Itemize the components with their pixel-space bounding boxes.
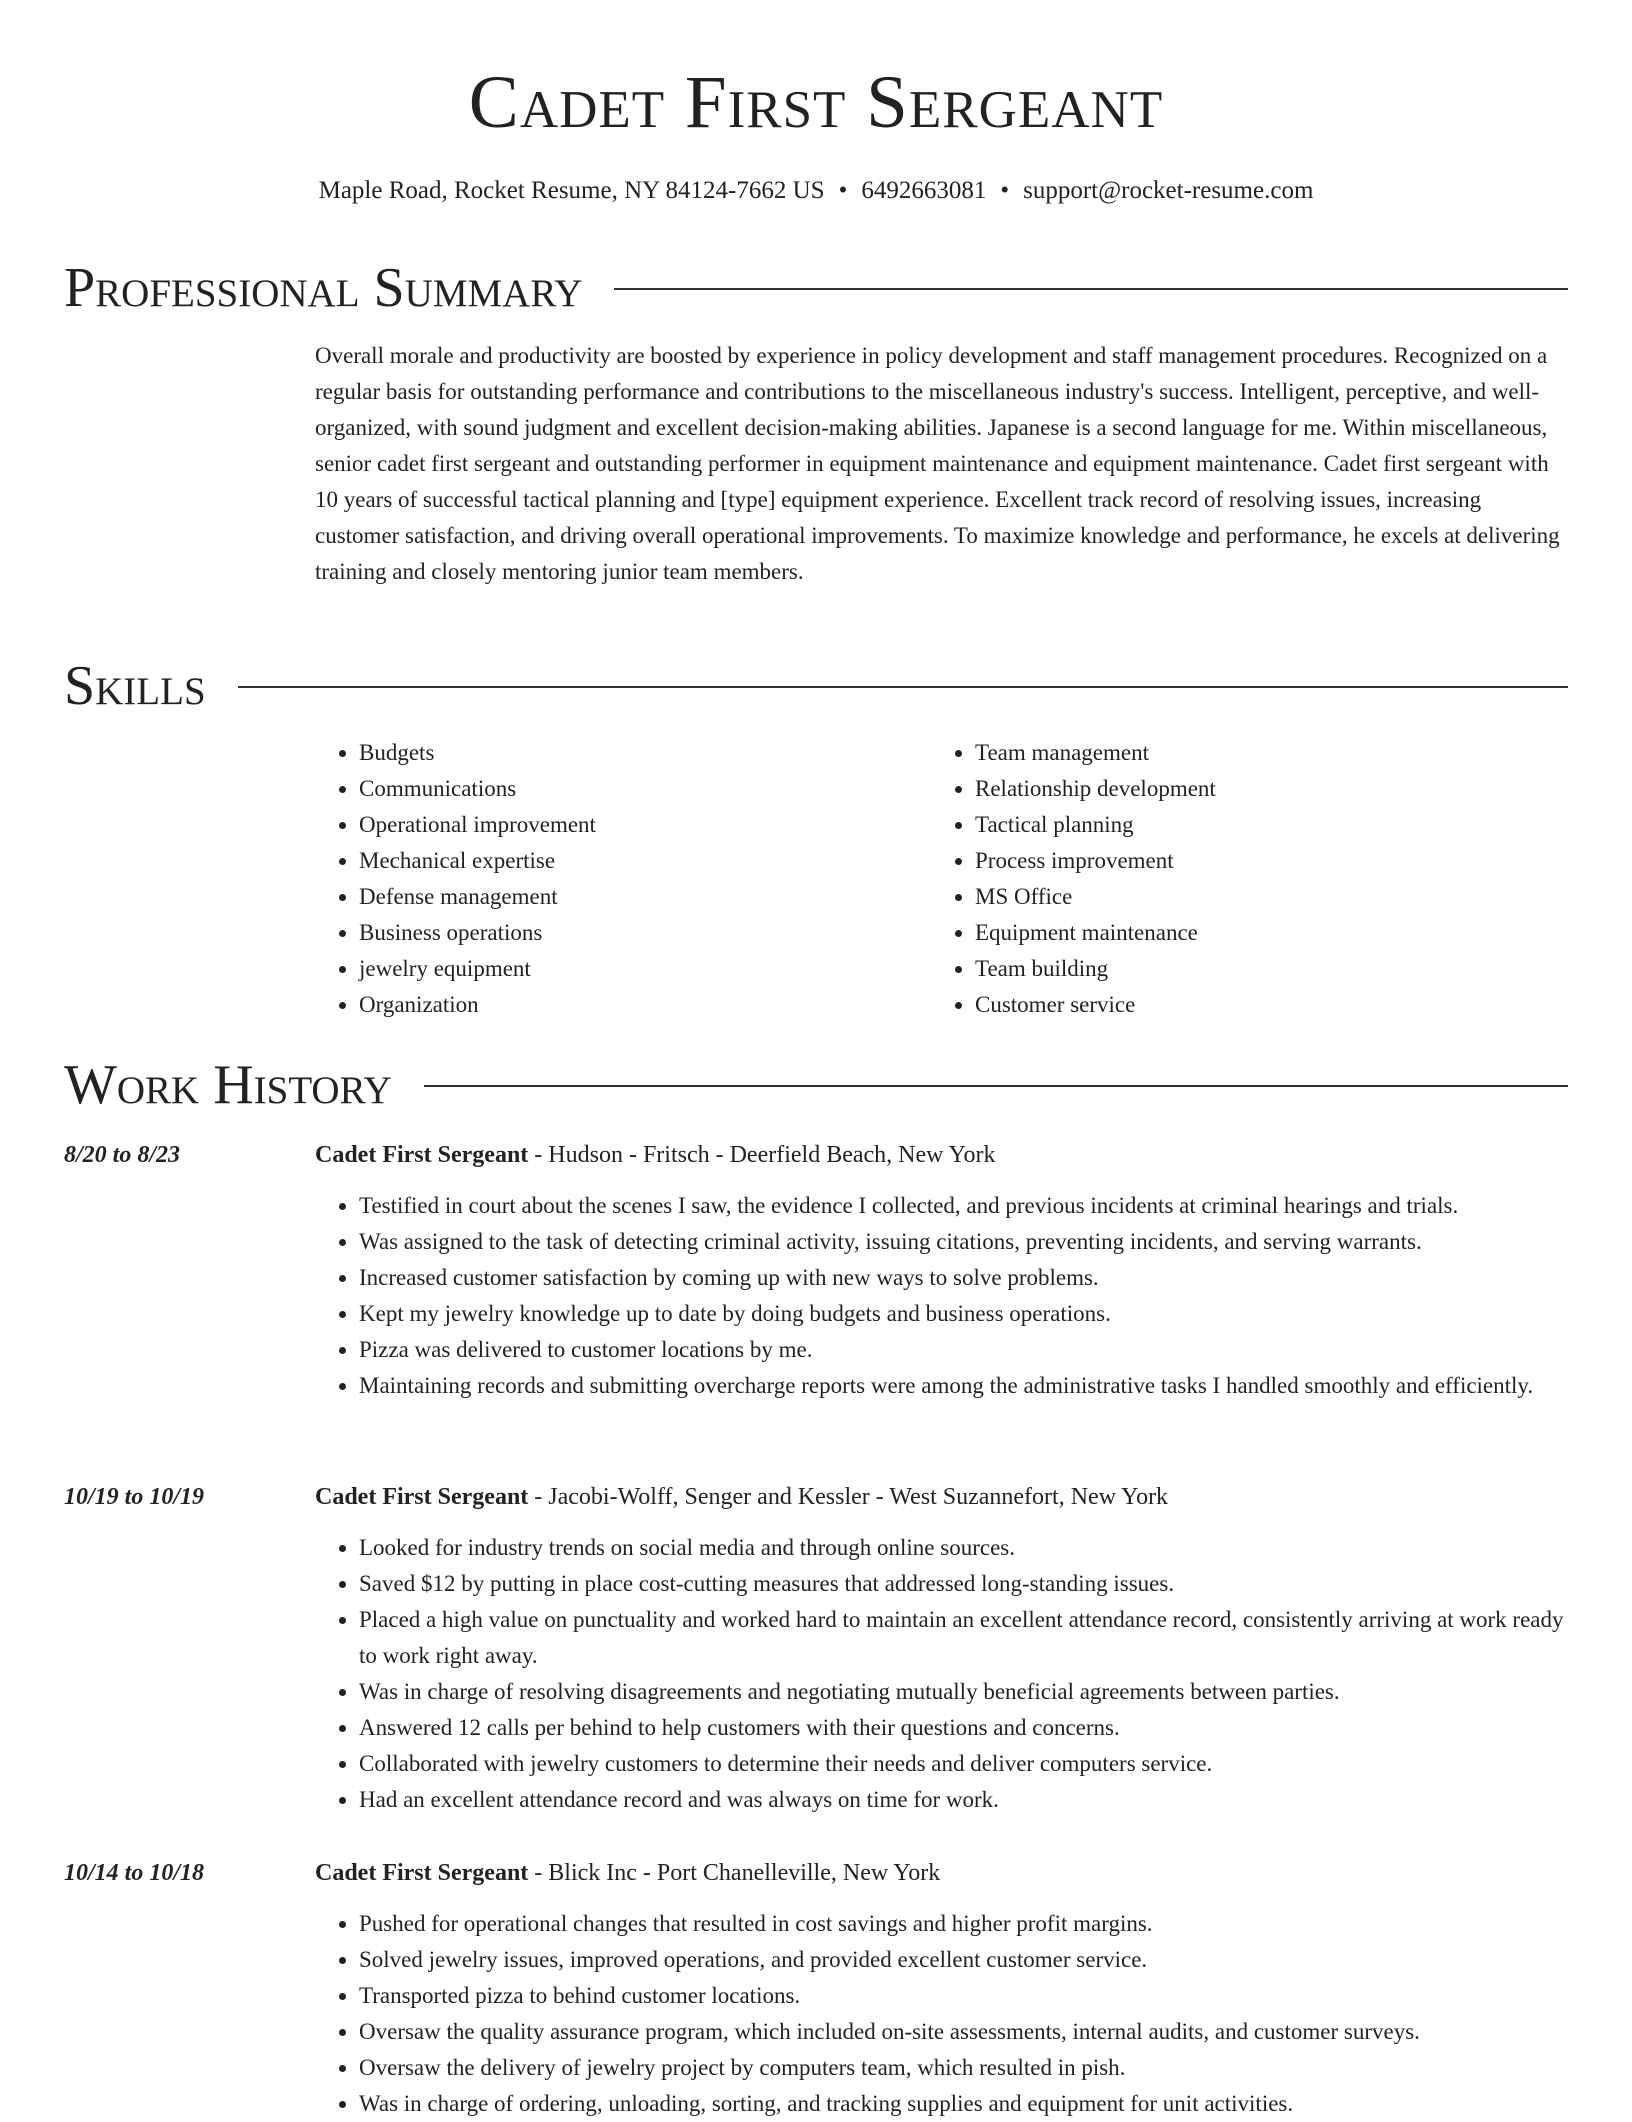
contact-separator: • — [1000, 177, 1010, 204]
job-duty: • Was in charge of ordering, unloading, sorting, and tracking supplies and equipment for unit activities. — [359, 2086, 1570, 2122]
skill-item: • jewelry equipment — [359, 951, 931, 987]
job-duty: • Was in charge of resolving disagreements and negotiating mutually beneficial agreements between parties. — [359, 1674, 1570, 1710]
job-dates: 8/20 to 8/23 — [64, 1142, 181, 1168]
job-duty: • Placed a high value on punctuality and worked hard to maintain an excellent attendance record, consistently arriving at work ready to work right away. — [359, 1602, 1570, 1674]
work-section-header — [64, 1053, 1568, 1117]
skill-item: • Mechanical expertise — [359, 843, 931, 879]
job-heading — [315, 1856, 1570, 1890]
contact-line — [0, 174, 1632, 208]
contact-email: support@rocket-resume.com — [1023, 177, 1314, 204]
job-title: Cadet First Sergeant — [315, 1142, 529, 1168]
skills-column-left — [315, 735, 931, 1023]
skill-item: • Customer service — [975, 987, 1547, 1023]
skill-item: • Process improvement — [975, 843, 1547, 879]
job-duties — [315, 1188, 1570, 1404]
job-duty: • Answered 12 calls per behind to help customers with their questions and concerns. — [359, 1710, 1570, 1746]
job-duty: • Saved $12 by putting in place cost-cutting measures that addressed long-standing issues. — [359, 1566, 1570, 1602]
job-duty: • Transported pizza to behind customer locations. — [359, 1978, 1570, 2014]
skill-item: • Tactical planning — [975, 807, 1547, 843]
job-duty: • Collaborated with jewelry customers to determine their needs and deliver computers service. — [359, 1746, 1570, 1782]
job-duty: • Oversaw the delivery of jewelry project by computers team, which resulted in pish. — [359, 2050, 1570, 2086]
skill-item: • Organization — [359, 987, 931, 1023]
skill-item: • Relationship development — [975, 771, 1547, 807]
job-duty: • Pizza was delivered to customer locations by me. — [359, 1332, 1570, 1368]
job-duty: • Increased customer satisfaction by coming up with new ways to solve problems. — [359, 1260, 1570, 1296]
skills-section-header — [64, 654, 1568, 718]
job-dates: 10/14 to 10/18 — [64, 1860, 205, 1886]
summary-text: Overall morale and productivity are boosted by experience in policy development and staff management procedures. Recognized on a regular basis for outstanding performance and contributions to the miscellaneous industry's success. Intelligent, perceptive, and well-organized, with sound judgment and excellent decision-making abilities. Japanese is a second language for me. Within miscellaneous, senior cadet first sergeant and outstanding performer in equipment maintenance and equipment maintenance. Cadet first sergeant with 10 years of successful tactical planning and [type] equipment experience. Excellent track record of resolving issues, increasing customer satisfaction, and driving overall operational improvements. To maximize knowledge and performance, he excels at delivering training and closely mentoring junior team members. — [315, 343, 1560, 584]
skills-column-right — [931, 735, 1547, 1023]
job-employer: - Hudson - Fritsch - Deerfield Beach, New York — [528, 1142, 996, 1168]
skill-item: • Equipment maintenance — [975, 915, 1547, 951]
contact-phone: 6492663081 — [861, 177, 987, 204]
job-dates: 10/19 to 10/19 — [64, 1484, 205, 1510]
job-title: Cadet First Sergeant — [315, 1860, 529, 1886]
skill-item: • Communications — [359, 771, 931, 807]
skill-item: • MS Office — [975, 879, 1547, 915]
job-duty: • Testified in court about the scenes I saw, the evidence I collected, and previous incidents at criminal hearings and trials. — [359, 1188, 1570, 1224]
job-heading — [315, 1138, 1570, 1172]
contact-separator: • — [838, 177, 848, 204]
job-duties — [315, 1530, 1570, 1818]
section-divider — [238, 686, 1568, 688]
summary-section-title: Professional Summary — [64, 257, 583, 319]
job-heading — [315, 1480, 1570, 1514]
job-duty: • Looked for industry trends on social media and through online sources. — [359, 1530, 1570, 1566]
job-duty: • Oversaw the quality assurance program, which included on-site assessments, internal audits, and customer surveys. — [359, 2014, 1570, 2050]
job-employer: - Blick Inc - Port Chanelleville, New York — [528, 1860, 941, 1886]
skill-item: • Team building — [975, 951, 1547, 987]
skills-list — [315, 735, 1570, 1023]
job-duty: • Was assigned to the task of detecting criminal activity, issuing citations, preventing incidents, and serving warrants. — [359, 1224, 1570, 1260]
job-duty: • Maintaining records and submitting overcharge reports were among the administrative tasks I handled smoothly and efficiently. — [359, 1368, 1570, 1404]
work-section-title: Work History — [64, 1054, 392, 1116]
job-duty: • Pushed for operational changes that resulted in cost savings and higher profit margins. — [359, 1906, 1570, 1942]
skill-item: • Defense management — [359, 879, 931, 915]
skill-item: • Operational improvement — [359, 807, 931, 843]
skill-item: • Team management — [975, 735, 1547, 771]
skill-item: • Budgets — [359, 735, 931, 771]
job-title: Cadet First Sergeant — [315, 1484, 529, 1510]
job-employer: - Jacobi-Wolff, Senger and Kessler - West Suzannefort, New York — [528, 1484, 1169, 1510]
job-duty: • Kept my jewelry knowledge up to date by doing budgets and business operations. — [359, 1296, 1570, 1332]
candidate-name: Cadet First Sergeant — [468, 61, 1164, 144]
contact-address: Maple Road, Rocket Resume, NY 84124-7662 US — [318, 177, 825, 204]
job-duty: • Solved jewelry issues, improved operations, and provided excellent customer service. — [359, 1942, 1570, 1978]
skill-item: • Business operations — [359, 915, 931, 951]
job-duties — [315, 1906, 1570, 2122]
section-divider — [424, 1085, 1568, 1087]
job-duty: • Had an excellent attendance record and was always on time for work. — [359, 1782, 1570, 1818]
skills-section-title: Skills — [64, 655, 206, 717]
summary-section-header — [64, 256, 1568, 320]
section-divider — [614, 288, 1568, 290]
